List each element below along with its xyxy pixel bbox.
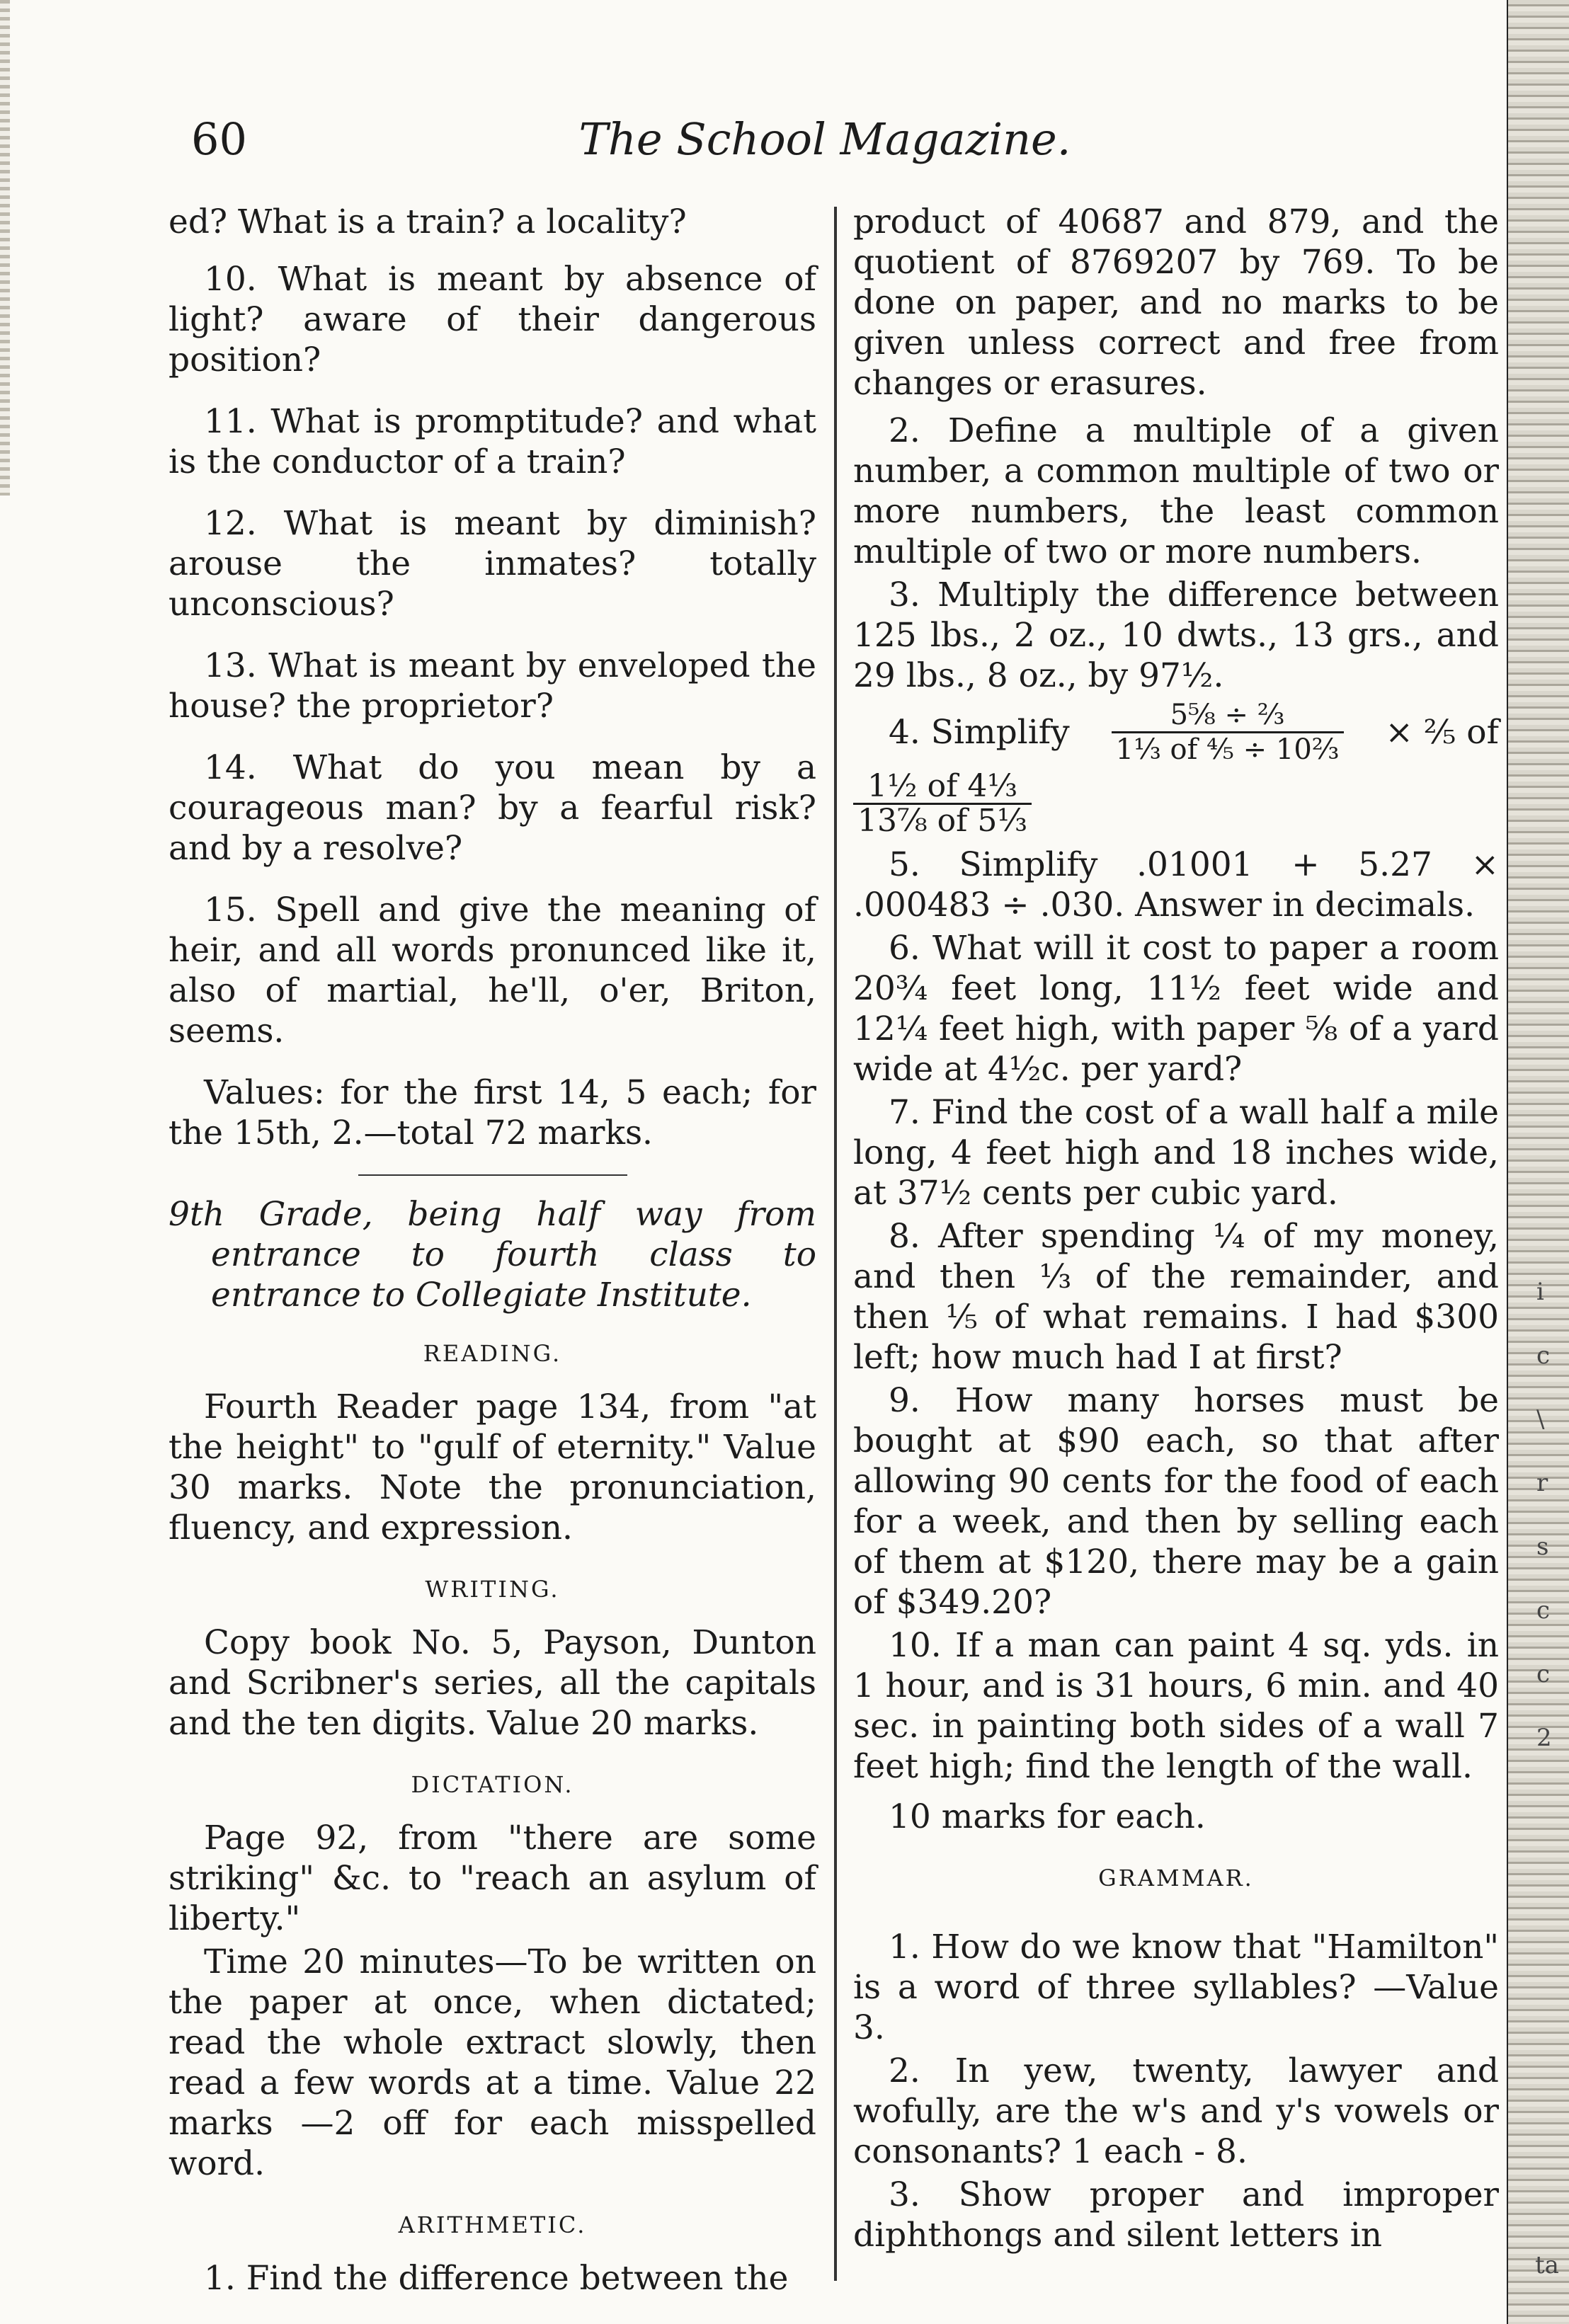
question-4-times: × ⅖ of: [1385, 713, 1499, 752]
fraction-2: [853, 770, 1032, 837]
margin-mark: i: [1536, 1278, 1544, 1306]
column-divider: [834, 207, 837, 2281]
question-4-fraction-2: [853, 770, 1499, 837]
left-column: [169, 202, 816, 2301]
arithmetic-heading: ARITHMETIC.: [398, 2211, 587, 2238]
arithmetic-marks: 10 marks for each.: [889, 1797, 1206, 1836]
margin-bottom-text: ta: [1535, 2251, 1559, 2279]
page-number: 60: [191, 113, 247, 165]
arithmetic-question-5: 5. Simplify .01001 + 5.27 × .000483 ÷ .030. Answer in decimals.: [853, 845, 1499, 925]
page-header: [163, 113, 1487, 177]
grammar-question-2: 2. In yew, twenty, lawyer and wofully, are the w's and y's vowels or consonants? 1 each - 8.: [853, 2051, 1499, 2171]
arithmetic-question-4: [853, 699, 1499, 766]
margin-mark: s: [1536, 1533, 1549, 1561]
question-15: 15. Spell and give the meaning of heir, and all words pronunced like it, also of martial, he'll, o'er, Briton, seems.: [169, 891, 816, 1051]
arithmetic-question-6: 6. What will it cost to paper a room 20¾ feet long, 11½ feet wide and 12¼ feet high, with paper ⅝ of a yard wide at 4½c. per yard?: [853, 929, 1499, 1089]
arithmetic-question-10: 10. If a man can paint 4 sq. yds. in 1 hour, and is 31 hours, 6 min. and 40 sec. in painting both sides of a wall 7 feet high; find the length of the wall.: [853, 1626, 1499, 1786]
arithmetic-question-7: 7. Find the cost of a wall half a mile long, 4 feet high and 18 inches wide, at 37½ cents per cubic yard.: [853, 1093, 1499, 1213]
section-divider: [358, 1174, 627, 1176]
grammar-question-3: 3. Show proper and improper diphthongs and silent letters in: [853, 2175, 1499, 2255]
fraction-1-numerator: 5⅝ ÷ ⅔: [1112, 699, 1344, 733]
left-page-edge: [0, 0, 10, 496]
right-column: [853, 202, 1499, 2258]
dictation-heading: DICTATION.: [411, 1771, 574, 1798]
dictation-text: Page 92, from "there are some striking" &c. to "reach an asylum of liberty.": [169, 1819, 816, 1938]
reading-heading: READING.: [423, 1340, 562, 1367]
fraction-1-denominator: 1⅓ of ⅘ ÷ 10⅔: [1115, 733, 1340, 766]
margin-mark: c: [1536, 1341, 1551, 1370]
writing-heading: WRITING.: [425, 1576, 560, 1603]
fraction-2-denominator: 13⅞ of 5⅓: [857, 803, 1028, 839]
margin-mark: \: [1536, 1405, 1545, 1433]
question-12: 12. What is meant by diminish? arouse the inmates? totally unconscious?: [169, 504, 816, 624]
arithmetic-question-1-start: 1. Find the difference between the: [204, 2259, 789, 2298]
values-note: Values: for the first 14, 5 each; for the 15th, 2.—total 72 marks.: [169, 1073, 816, 1152]
grammar-heading: GRAMMAR.: [1098, 1865, 1254, 1891]
arithmetic-question-1-cont: product of 40687 and 879, and the quotient of 8769207 by 769. To be done on paper, and no marks to be given unless correct and free from changes or erasures.: [853, 202, 1499, 403]
margin-mark: c: [1536, 1660, 1551, 1688]
question-9-tail: ed? What is a train? a locality?: [169, 202, 687, 241]
margin-mark: r: [1536, 1469, 1548, 1497]
fraction-2-numerator: 1½ of 4⅓: [853, 770, 1032, 805]
arithmetic-question-8: 8. After spending ¼ of my money, and then ⅓ of the remainder, and then ⅕ of what remains. I had $300 left; how much had I at first?: [853, 1217, 1499, 1377]
question-4-fraction-1: [1112, 699, 1344, 766]
arithmetic-question-2: 2. Define a multiple of a given number, a common multiple of two or more numbers, the least common multiple of two or more numbers.: [853, 411, 1499, 571]
reading-text: Fourth Reader page 134, from "at the height" to "gulf of eternity." Value 30 marks. Note the pronunciation, fluency, and expression.: [169, 1387, 816, 1547]
right-page-edge: [1508, 0, 1569, 2324]
grade-note: 9th Grade, being half way from entrance to fourth class to entrance to Collegiate Institute.: [169, 1195, 816, 1315]
grammar-question-1: 1. How do we know that "Hamilton" is a word of three syllables? —Value 3.: [853, 1928, 1499, 2047]
question-14: 14. What do you mean by a courageous man? by a fearful risk? and by a resolve?: [169, 748, 816, 868]
running-title: The School Magazine.: [578, 113, 1071, 165]
question-13: 13. What is meant by enveloped the house? the proprietor?: [169, 646, 816, 726]
question-4-label: 4. Simplify: [889, 713, 1070, 752]
margin-mark: 2: [1536, 1724, 1552, 1752]
margin-marks: [1536, 1260, 1552, 1770]
arithmetic-question-9: 9. How many horses must be bought at $90 each, so that after allowing 90 cents for the food of each for a week, and then by selling each of them at $120, there may be a gain of $349.20?: [853, 1381, 1499, 1622]
question-10: 10. What is meant by absence of light? aware of their dangerous position?: [169, 260, 816, 379]
writing-text: Copy book No. 5, Payson, Dunton and Scribner's series, all the capitals and the ten digits. Value 20 marks.: [169, 1623, 816, 1743]
margin-mark: c: [1536, 1596, 1551, 1625]
arithmetic-question-3: 3. Multiply the difference between 125 lbs., 2 oz., 10 dwts., 13 grs., and 29 lbs., 8 oz., by 97½.: [853, 576, 1499, 695]
question-11: 11. What is promptitude? and what is the conductor of a train?: [169, 402, 816, 481]
dictation-time: Time 20 minutes—To be written on the paper at once, when dictated; read the whole extract slowly, then read a few words at a time. Value 22 marks —2 off for each misspelled word.: [169, 1942, 816, 2183]
